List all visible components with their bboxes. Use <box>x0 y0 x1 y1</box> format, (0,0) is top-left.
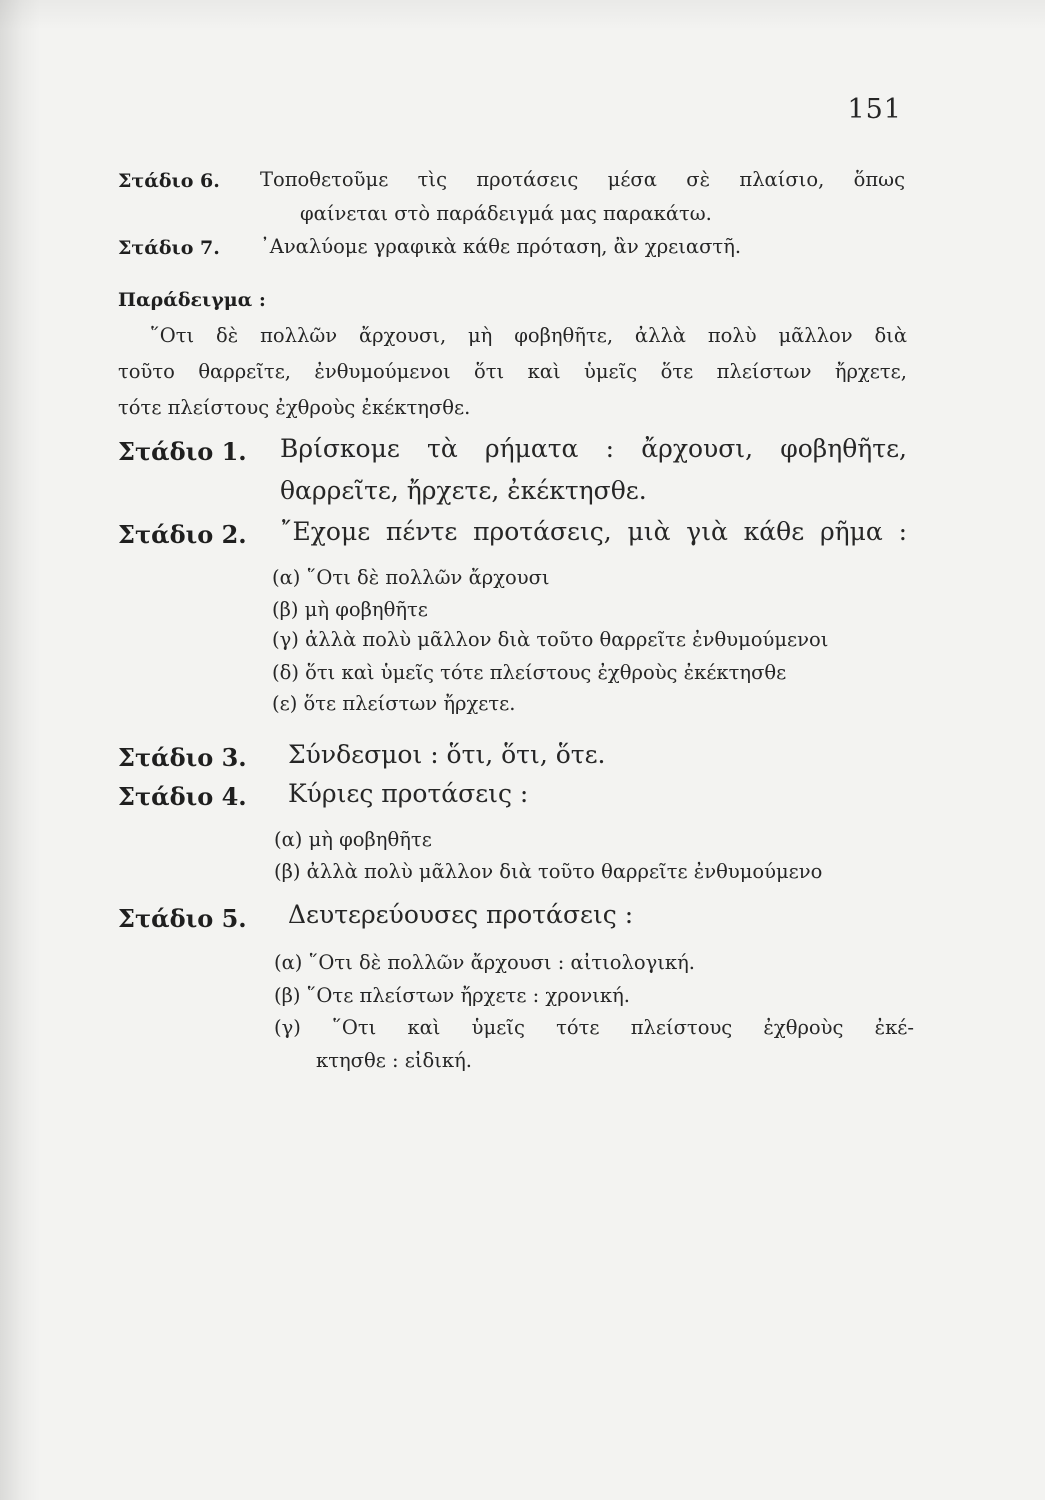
stage-5-item-a: (α) ῞Οτι δὲ πολλῶν ἄρχουσι : αἰτιολογική. <box>274 951 696 974</box>
example-line-1: ῞Οτι δὲ πολλῶν ἄρχουσι, μὴ φοβηθῆτε, ἀλλὰ πολὺ μᾶλλον διὰ <box>150 324 907 347</box>
stage-6-label: Στάδιο 6. <box>118 170 220 192</box>
example-line-2: τοῦτο θαρρεῖτε, ἐνθυμούμενοι ὅτι καὶ ὑμεῖς ὅτε πλείστων ἤρχετε, <box>118 360 907 383</box>
stage-2-text: ῎Εχομε πέντε προτάσεις, μιὰ γιὰ κάθε ρῆμα : <box>280 517 907 546</box>
stage-5-item-c-continuation: κτησθε : εἰδική. <box>316 1049 472 1072</box>
stage-2-item-d: (δ) ὅτι καὶ ὑμεῖς τότε πλείστους ἐχθροὺς ἐκέκτησθε <box>272 661 787 684</box>
stage-4-item-b: (β) ἀλλὰ πολὺ μᾶλλον διὰ τοῦτο θαρρεῖτε ἐνθυμούμενο <box>274 860 823 883</box>
stage-4-text: Κύριες προτάσεις : <box>288 779 529 808</box>
example-line-3: τότε πλείστους ἐχθροὺς ἐκέκτησθε. <box>118 396 471 419</box>
stage-2-item-a: (α) ῞Οτι δὲ πολλῶν ἄρχουσι <box>272 566 550 589</box>
stage-7-text: ᾿Αναλύομε γραφικὰ κάθε πρόταση, ἂν χρειαστῆ. <box>260 235 742 258</box>
stage-4-label: Στάδιο 4. <box>118 782 247 811</box>
stage-2-item-c: (γ) ἀλλὰ πολὺ μᾶλλον διὰ τοῦτο θαρρεῖτε ἐνθυμούμενοι <box>272 628 829 651</box>
stage-4-item-a: (α) μὴ φοβηθῆτε <box>274 828 432 851</box>
stage-2-item-b: (β) μὴ φοβηθῆτε <box>272 598 428 621</box>
stage-5-label: Στάδιο 5. <box>118 904 247 933</box>
stage-3-label: Στάδιο 3. <box>118 743 247 772</box>
stage-6-line-1: Τοποθετοῦμε τὶς προτάσεις μέσα σὲ πλαίσιο, ὅπως <box>260 168 905 191</box>
example-heading: Παράδειγμα : <box>118 289 266 311</box>
page-number: 151 <box>847 94 902 125</box>
stage-1-label: Στάδιο 1. <box>118 437 247 466</box>
stage-2-item-e: (ε) ὅτε πλείστων ἤρχετε. <box>272 692 516 715</box>
stage-5-item-c: (γ) ῞Οτι καὶ ὑμεῖς τότε πλείστους ἐχθροὺς ἐκέ- <box>274 1016 914 1039</box>
stage-7-label: Στάδιο 7. <box>118 237 220 259</box>
stage-5-text: Δευτερεύουσες προτάσεις : <box>288 900 634 929</box>
stage-6-line-2: φαίνεται στὸ παράδειγμά μας παρακάτω. <box>300 202 712 225</box>
stage-3-text: Σύνδεσμοι : ὅτι, ὅτι, ὅτε. <box>288 740 606 769</box>
stage-5-item-b: (β) ῞Οτε πλείστων ἤρχετε : χρονική. <box>274 984 630 1007</box>
stage-2-label: Στάδιο 2. <box>118 520 247 549</box>
stage-1-line-2: θαρρεῖτε, ἤρχετε, ἐκέκτησθε. <box>280 476 647 505</box>
stage-1-line-1: Βρίσκομε τὰ ρήματα : ἄρχουσι, φοβηθῆτε, <box>280 434 907 463</box>
